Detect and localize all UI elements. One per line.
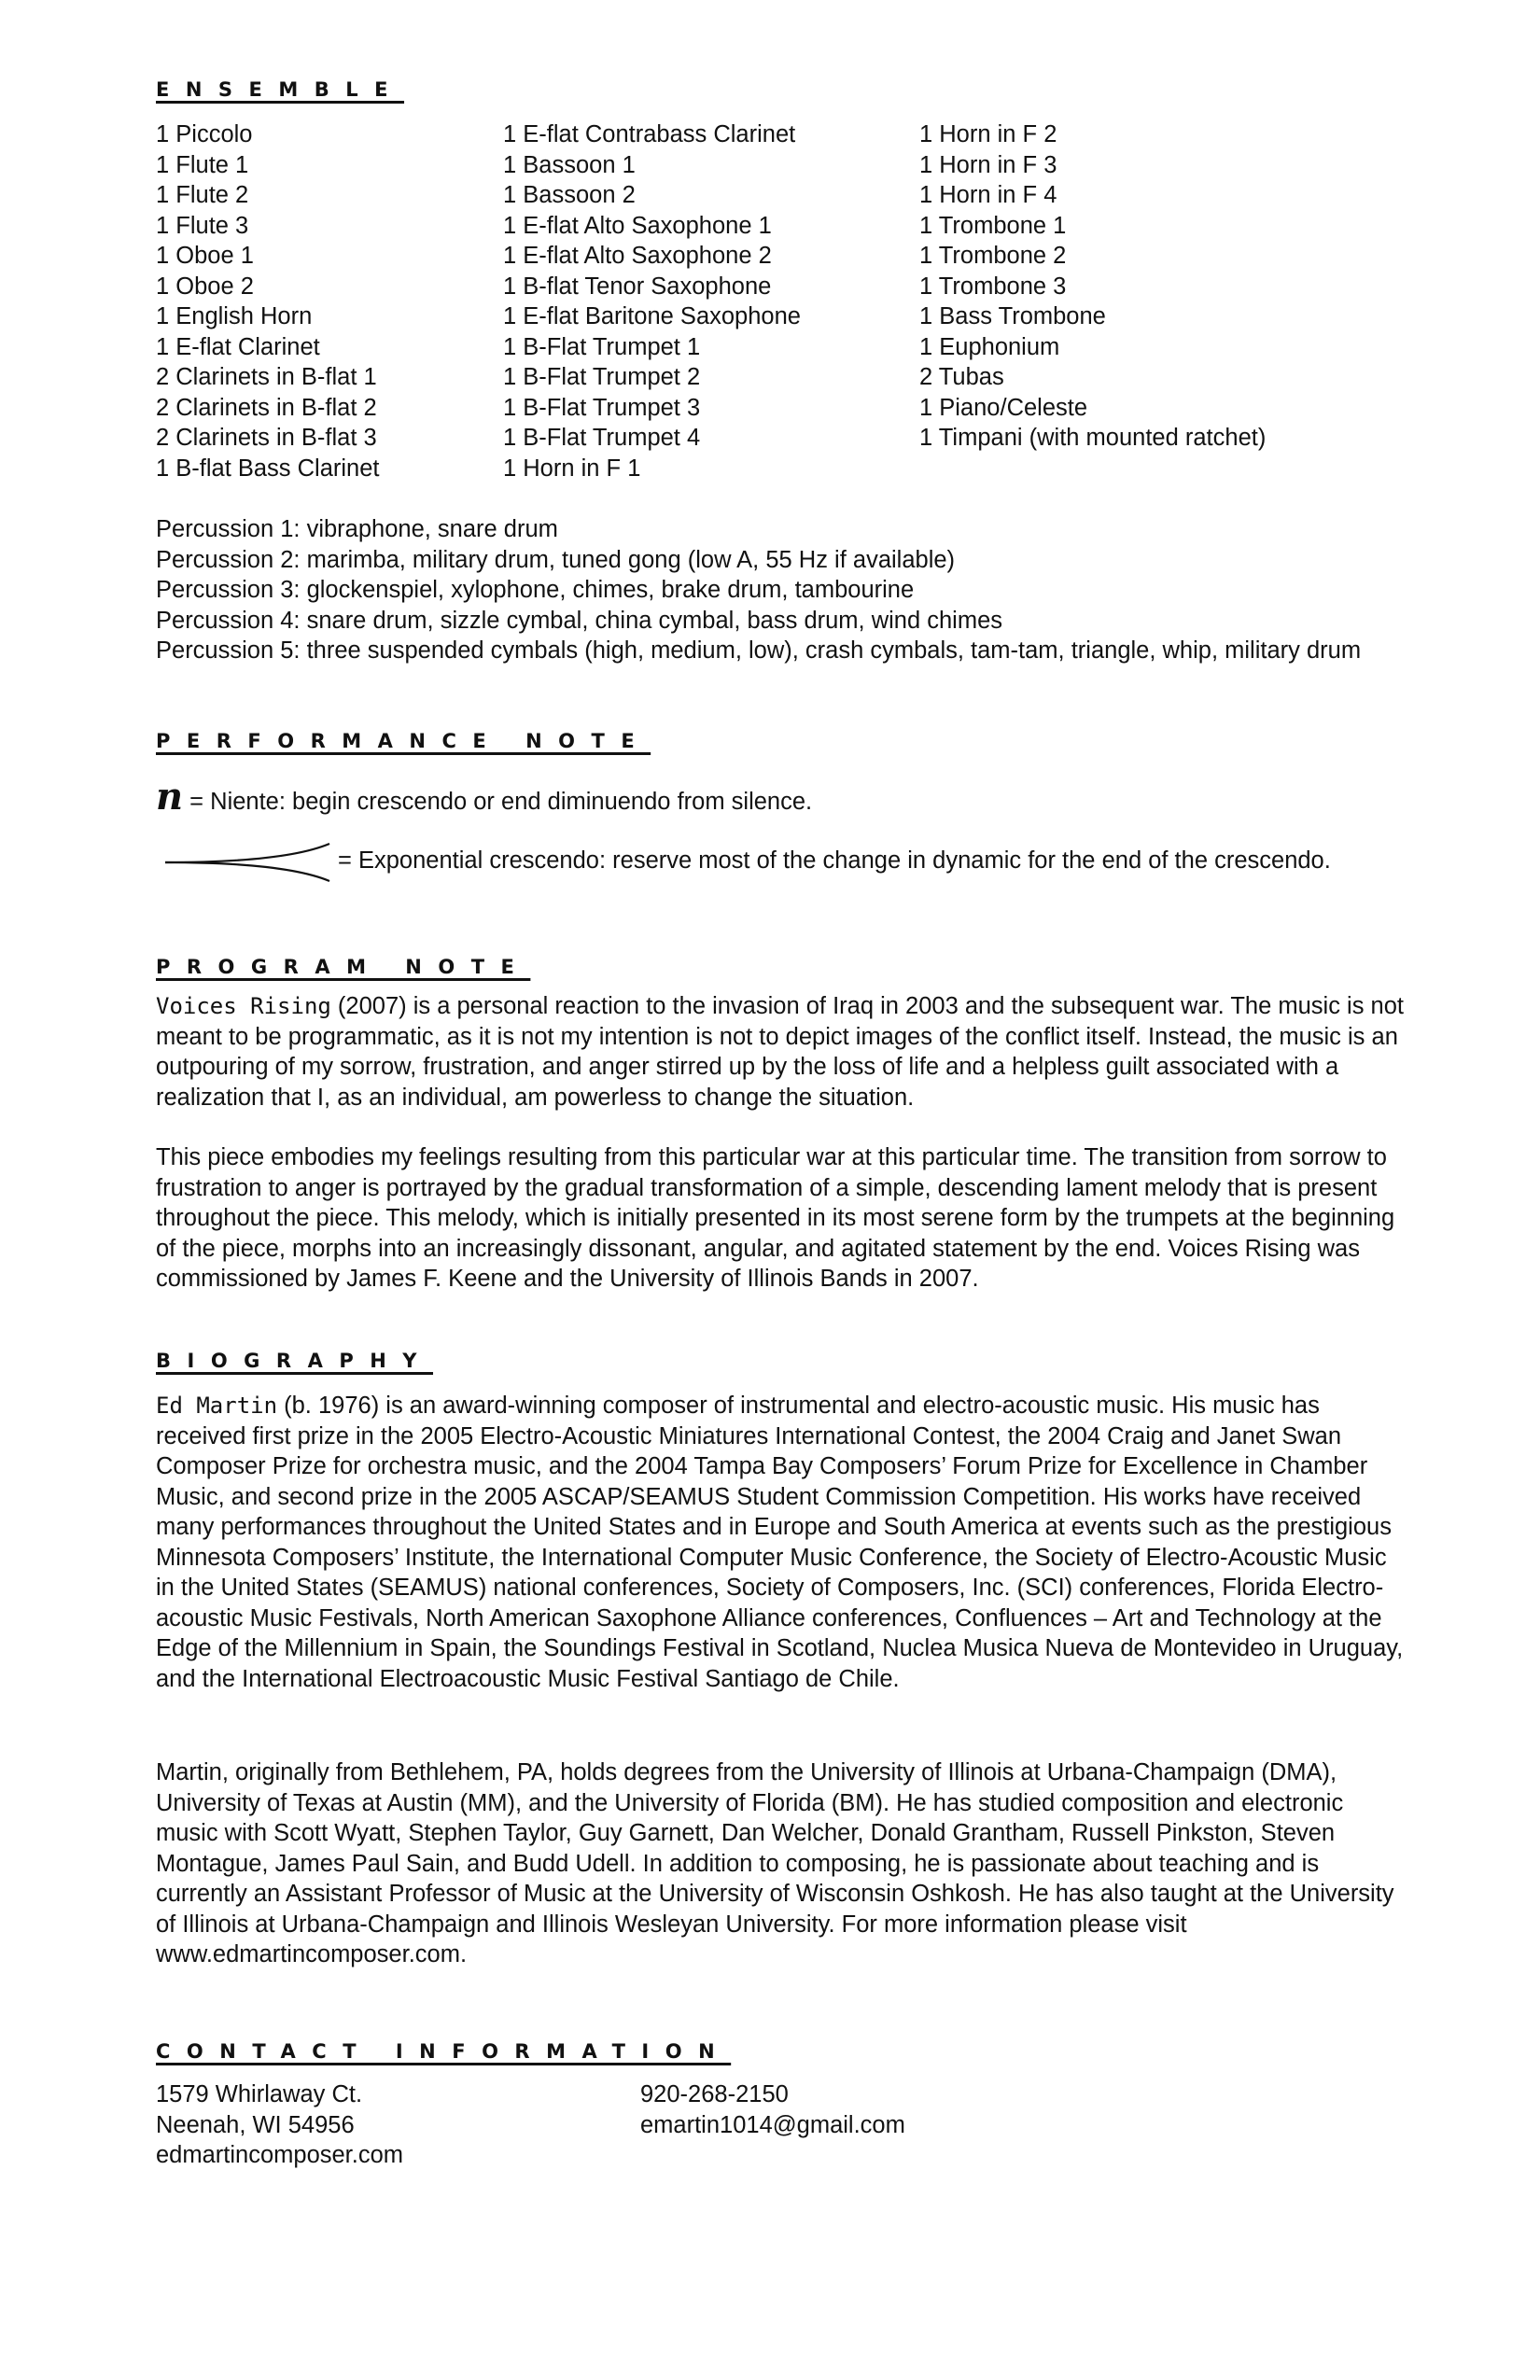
program-note-paragraph-1: Voices Rising (2007) is a personal reaction to the invasion of Iraq in 2003 and the subsequent war. The music is not meant to be programmatic, as it is not my intention is not to depict images of the conflict itself. Instead, the music is an outpouring of my sorrow, frustration, and anger stirred up by the loss of life and a helpless guilt associated with a realization that I, as an individual, am powerless to change the situation.: [156, 993, 1404, 1111]
biography-paragraph-1: Ed Martin (b. 1976) is an award-winning composer of instrumental and electro-acoustic music. His music has received first prize in the 2005 Electro-Acoustic Miniatures International Contest, the 2004 Craig and Janet Swan Composer Prize for orchestra music, and the 2004 Tampa Bay Composers’ Forum Prize for Excellence in Chamber Music, and second prize in the 2005 ASCAP/SEAMUS Student Commission Competition. His works have received many performances throughout the United States and in Europe and South America at events such as the prestigious Minnesota Composers’ Institute, the International Computer Music Conference, the Society of Electro-Acoustic Music in the United States (SEAMUS) national conferences, Society of Composers, Inc. (SCI) conferences, Florida Electro-acoustic Music Festivals, North American Saxophone Alliance conferences, Confluences – Art and Technology at the Edge of the Millennium in Spain, the Soundings Festival in Scotland, Nuclea Musica Nueva de Montevideo in Uruguay, and the International Electroacoustic Music Festival Santiago de Chile.: [156, 1393, 1404, 1692]
instrument-item: 1 Horn in F 4: [919, 182, 1057, 208]
percussion-item: Percussion 3: glockenspiel, xylophone, chimes, brake drum, tambourine: [156, 577, 915, 603]
composer-name: Ed Martin: [156, 1393, 278, 1419]
instrument-item: 1 Horn in F 2: [919, 121, 1057, 147]
biography-heading: BIOGRAPHY: [156, 1350, 434, 1372]
niente-note: [156, 775, 1407, 819]
ensemble-heading: ENSEMBLE: [156, 78, 405, 101]
instrument-item: 1 Euphonium: [919, 333, 1060, 360]
instrument-item: 1 B-Flat Trumpet 2: [503, 364, 701, 390]
exponential-crescendo-icon: [163, 842, 331, 885]
instrument-item: 1 Trombone 1: [919, 212, 1067, 239]
instrument-item: 1 Horn in F 3: [919, 151, 1057, 178]
instrument-item: 1 B-Flat Trumpet 1: [503, 333, 701, 360]
instrument-item: 1 Flute 2: [156, 182, 249, 208]
percussion-item: Percussion 5: three suspended cymbals (high, medium, low), crash cymbals, tam-tam, triangle, whip, military drum: [156, 637, 1362, 664]
instrument-item: 1 English Horn: [156, 303, 313, 329]
percussion-item: Percussion 4: snare drum, sizzle cymbal, china cymbal, bass drum, wind chimes: [156, 607, 1003, 634]
instrument-item: 1 Oboe 2: [156, 273, 254, 300]
instrument-item: 1 Bassoon 1: [503, 151, 636, 178]
contact-phone-email: [640, 2079, 905, 2140]
performance-note-heading: PERFORMANCE NOTE: [156, 730, 651, 752]
niente-symbol: n: [156, 775, 184, 819]
instrument-item: 2 Clarinets in B-flat 3: [156, 425, 377, 451]
program-note-paragraph-2: This piece embodies my feelings resulting from this particular war at this particular time. The transition from sorrow to frustration to anger is portrayed by the gradual transformation of a simple, descending lament melody that is present throughout the piece. This melody, which is initially presented in its most serene form by the trumpets at the beginning of the piece, morphs into an increasingly dissonant, angular, and agitated statement by the end. Voices Rising was commissioned by James F. Keene and the University of Illinois Bands in 2007.: [156, 1144, 1395, 1292]
crescendo-text: = Exponential crescendo: reserve most of the change in dynamic for the end of the crescendo.: [338, 847, 1331, 874]
work-title: Voices Rising: [156, 993, 331, 1019]
phone-number: 920-268-2150: [640, 2081, 789, 2107]
ensemble-column-3: [919, 119, 1266, 454]
instrument-item: 2 Clarinets in B-flat 2: [156, 394, 377, 421]
instrument-item: 1 Flute 1: [156, 151, 249, 178]
instrument-item: 2 Tubas: [919, 364, 1004, 390]
ensemble-column-2: [503, 119, 801, 483]
website-text: edmartincomposer.com: [156, 2142, 404, 2168]
instrument-item: 2 Clarinets in B-flat 1: [156, 364, 377, 390]
instrument-item: 1 Horn in F 1: [503, 455, 641, 482]
instrument-item: 1 E-flat Clarinet: [156, 333, 320, 360]
address-line-2: Neenah, WI 54956: [156, 2111, 355, 2138]
instrument-item: 1 E-flat Baritone Saxophone: [503, 303, 801, 329]
instrument-item: 1 E-flat Contrabass Clarinet: [503, 121, 796, 147]
instrument-item: 1 Piccolo: [156, 121, 253, 147]
ensemble-column-1: [156, 119, 380, 483]
program-note-heading: PROGRAM NOTE: [156, 956, 531, 978]
instrument-item: 1 B-flat Tenor Saxophone: [503, 273, 772, 300]
contact-heading: CONTACT INFORMATION: [156, 2040, 732, 2063]
instrument-item: 1 Bass Trombone: [919, 303, 1106, 329]
biography-paragraph-2: Martin, originally from Bethlehem, PA, holds degrees from the University of Illinois at Urbana-Champaign (DMA), University of Texas at Austin (MM), and the University of Florida (BM). He has studied composition and electronic music with Scott Wyatt, Stephen Taylor, Guy Garnett, Dan Welcher, Donald Grantham, Russell Pinkston, Steven Montague, James Paul Sain, and Budd Udell. In addition to composing, he is passionate about teaching and is currently an Assistant Professor of Music at the University of Wisconsin Oshkosh. He has also taught at the University of Illinois at Urbana-Champaign and Illinois Wesleyan University. For more information please visit www.edmartincomposer.com.: [156, 1759, 1394, 1967]
instrument-item: 1 Timpani (with mounted ratchet): [919, 425, 1267, 451]
instrument-item: 1 B-Flat Trumpet 3: [503, 394, 701, 421]
address-line-1: 1579 Whirlaway Ct.: [156, 2081, 363, 2107]
instrument-item: 1 Trombone 2: [919, 243, 1067, 269]
instrument-item: 1 B-flat Bass Clarinet: [156, 455, 380, 482]
percussion-item: Percussion 2: marimba, military drum, tuned gong (low A, 55 Hz if available): [156, 546, 956, 573]
instrument-item: 1 Trombone 3: [919, 273, 1067, 300]
instrument-item: 1 Oboe 1: [156, 243, 254, 269]
percussion-item: Percussion 1: vibraphone, snare drum: [156, 516, 558, 542]
instrument-item: 1 E-flat Alto Saxophone 2: [503, 243, 772, 269]
instrument-item: 1 B-Flat Trumpet 4: [503, 425, 701, 451]
percussion-list: [156, 514, 1361, 666]
contact-address: [156, 2079, 403, 2171]
instrument-item: 1 Piano/Celeste: [919, 394, 1088, 421]
instrument-item: 1 Flute 3: [156, 212, 249, 239]
instrument-item: 1 Bassoon 2: [503, 182, 636, 208]
niente-text: = Niente: begin crescendo or end diminuendo from silence.: [183, 789, 813, 815]
instrument-item: 1 E-flat Alto Saxophone 1: [503, 212, 772, 239]
email-address: emartin1014@gmail.com: [640, 2111, 905, 2138]
